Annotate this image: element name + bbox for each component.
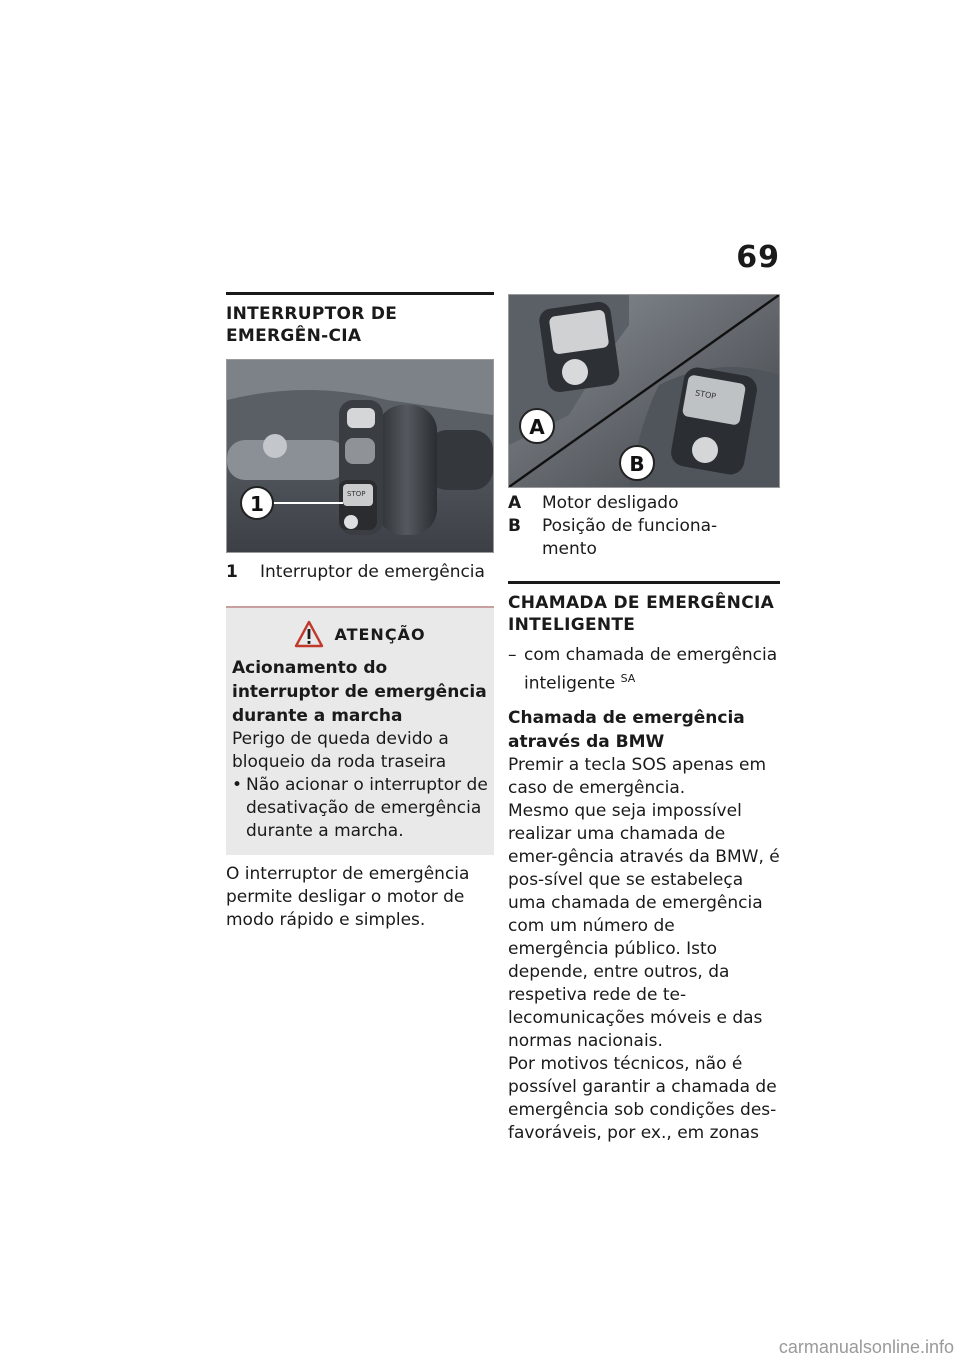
watermark: carmanualsonline.info [778, 1337, 954, 1357]
warning-box [226, 606, 494, 855]
switch-positions-photo [508, 294, 780, 488]
paragraph-sos: Premir a tecla SOS apenas em caso de emergência. [508, 754, 767, 798]
legend-key: B [508, 516, 521, 536]
optional-equipment-note [508, 644, 780, 696]
bullet-dot: • [232, 775, 243, 795]
callout-1: 1 [250, 492, 264, 516]
paragraph-technical-reasons: Por motivos técnicos, não é possível garantir a chamada de emergência sob condições des-favoráveis, por ex., em zonas [508, 1053, 777, 1143]
paragraph-public-number: Mesmo que seja impossível realizar uma chamada de emer-gência através da BMW, é pos-sível que se estabeleça uma chamada de emergência com um número de emergência público. Isto depende, entre outros, da respetiva rede de te-lecomunicações móveis e das normas nacionais. [508, 800, 780, 1051]
legend-text: Motor desligado [542, 493, 679, 513]
warning-bullet-text: Não acionar o interruptor de desativação de emergência durante a marcha. [246, 775, 488, 841]
handlebar-illustration [227, 360, 493, 552]
legend-item-a [508, 492, 780, 515]
emergency-switch-paragraph: O interruptor de emergência permite desligar o motor de modo rápido e simples. [226, 864, 470, 930]
legend-text: Interruptor de emergência [260, 562, 485, 582]
emergency-switch-photo [226, 359, 494, 553]
stop-label: STOP [347, 490, 366, 498]
subheading-bmw-call: Chamada de emergência através da BMW [508, 707, 745, 752]
dash: – [508, 645, 517, 665]
warning-triangle-icon [294, 620, 324, 648]
section-rule [508, 581, 780, 584]
right-column [508, 292, 780, 1145]
callout-a: A [529, 415, 545, 439]
section-title-intelligent-emergency-call: CHAMADA DE EMERGÊNCIA INTELIGENTE [508, 593, 775, 635]
page-number: 69 [736, 240, 780, 275]
left-column [226, 292, 494, 932]
legend-text: Posição de funciona-mento [542, 516, 718, 559]
warning-heading: Acionamento do interruptor de emergência durante a marcha [232, 658, 487, 726]
legend-item-b [508, 515, 780, 561]
warning-bullet [232, 774, 488, 843]
warning-header [232, 620, 488, 648]
section-rule [226, 292, 494, 295]
warning-title: ATENÇÃO [334, 624, 426, 644]
legend-key: 1 [226, 562, 238, 582]
section-title-emergency-switch: INTERRUPTOR DE EMERGÊN-CIA [226, 304, 398, 346]
legend-item-1 [226, 561, 494, 584]
stop-label-b: STOP [694, 388, 717, 402]
switch-positions-illustration [509, 295, 779, 487]
legend-key: A [508, 493, 522, 513]
warning-risk: Perigo de queda devido a bloqueio da roda traseira [232, 729, 449, 772]
feature-sup: SA [620, 672, 636, 685]
feature-text [524, 644, 780, 696]
feature-label: com chamada de emergência inteligente [524, 645, 778, 694]
callout-b: B [629, 452, 645, 476]
